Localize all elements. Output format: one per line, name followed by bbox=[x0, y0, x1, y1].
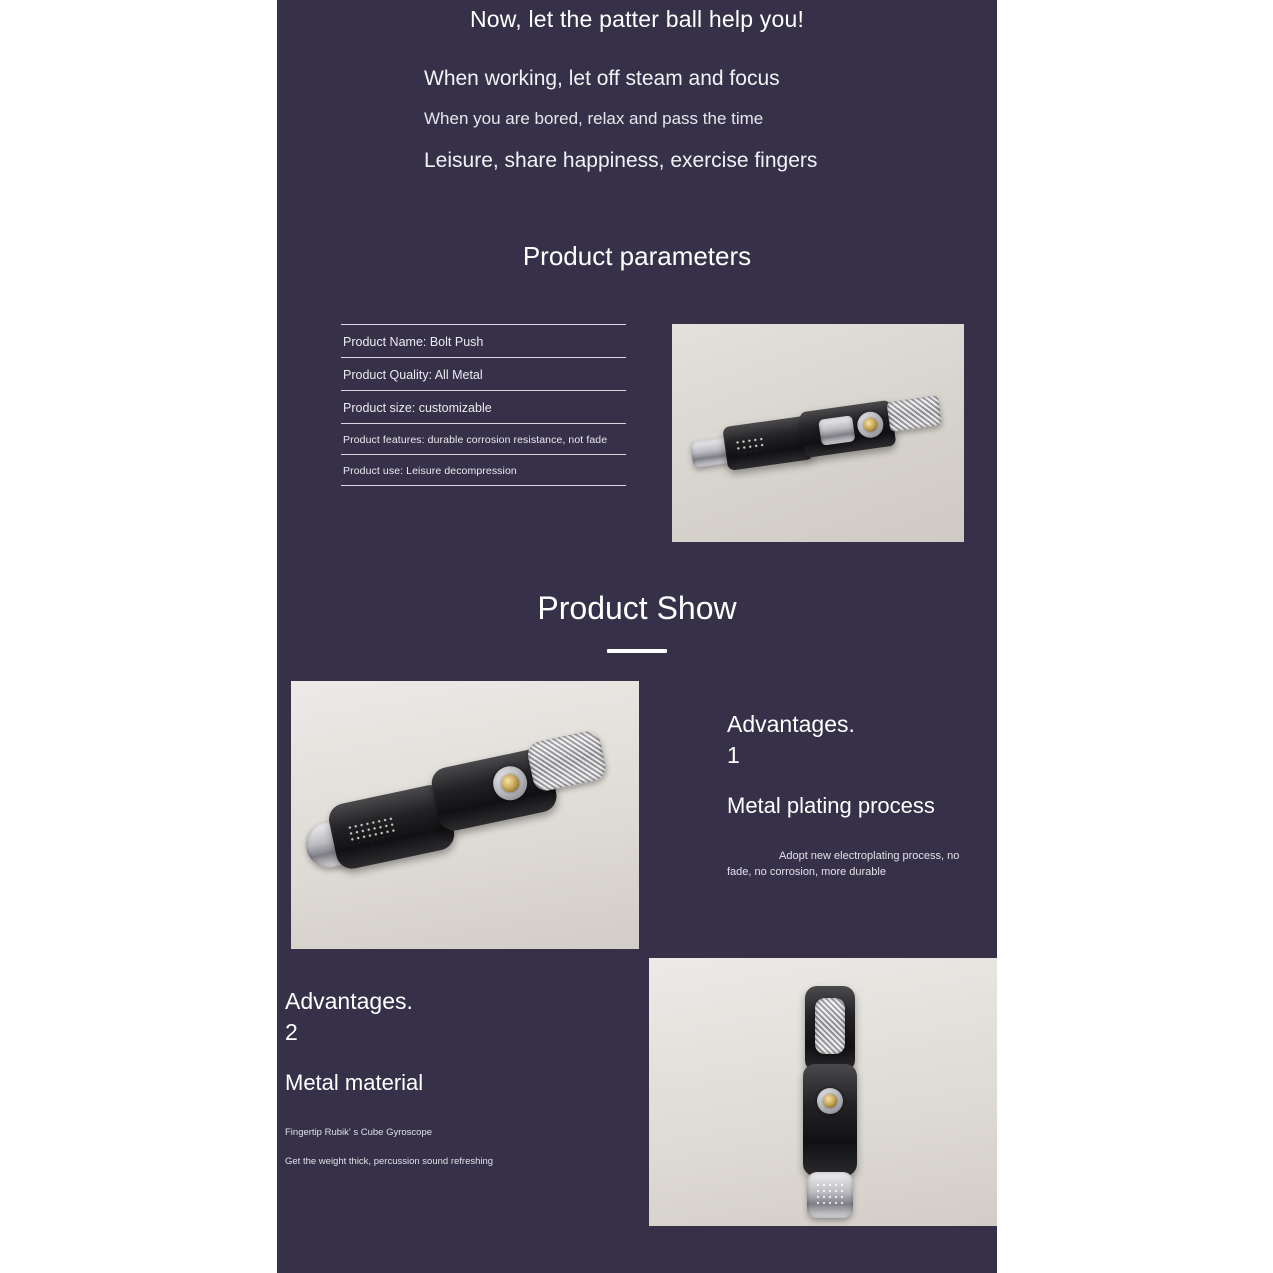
advantage-label-text: Advantages. bbox=[727, 711, 855, 737]
advantage-label-text: Advantages. bbox=[285, 988, 413, 1014]
advantage-row-2 bbox=[277, 958, 997, 1226]
table-row: Product Name: Bolt Push bbox=[341, 324, 626, 357]
table-row: Product use: Leisure decompression bbox=[341, 454, 626, 486]
advantage-label bbox=[285, 986, 622, 1048]
advantage-row-1 bbox=[277, 681, 997, 949]
advantage-label bbox=[727, 709, 971, 771]
advantage-1-text bbox=[639, 681, 997, 949]
intro-section bbox=[277, 0, 997, 173]
table-row: Product Quality: All Metal bbox=[341, 357, 626, 390]
intro-line-1: When working, let off steam and focus bbox=[424, 67, 780, 90]
heading-divider bbox=[607, 649, 667, 653]
parameters-section bbox=[277, 324, 997, 542]
parameters-table bbox=[341, 324, 626, 486]
parameters-heading: Product parameters bbox=[522, 241, 752, 271]
advantage-number: 1 bbox=[727, 742, 740, 769]
advantages-grid bbox=[277, 681, 997, 1226]
advantage-subtext-line-1: Fingertip Rubik' s Cube Gyroscope bbox=[285, 1127, 433, 1139]
advantage-2-text bbox=[277, 958, 648, 1226]
intro-title: Now, let the patter ball help you! bbox=[469, 6, 805, 32]
intro-line-3: Leisure, share happiness, exercise fingers bbox=[424, 149, 818, 172]
advantage-heading: Metal material bbox=[285, 1070, 424, 1096]
advantage-subtext-line-2: Get the weight thick, percussion sound refreshing bbox=[285, 1156, 494, 1168]
product-photo-horizontal bbox=[672, 324, 964, 542]
table-row: Product features: durable corrosion resistance, not fade bbox=[341, 423, 626, 454]
product-detail-page bbox=[277, 0, 997, 1273]
advantage-subtext bbox=[285, 1124, 622, 1170]
product-photo-angled bbox=[291, 681, 639, 949]
advantage-heading: Metal plating process bbox=[727, 793, 935, 819]
intro-line-2: When you are bored, relax and pass the time bbox=[424, 109, 764, 128]
table-row: Product size: customizable bbox=[341, 390, 626, 423]
advantage-number: 2 bbox=[285, 1019, 298, 1046]
intro-lines bbox=[277, 67, 997, 173]
product-show-heading: Product Show bbox=[537, 590, 737, 626]
advantage-description: Adopt new electroplating process, no fade, no corrosion, more durable bbox=[727, 850, 960, 879]
product-photo-standing bbox=[649, 958, 997, 1226]
